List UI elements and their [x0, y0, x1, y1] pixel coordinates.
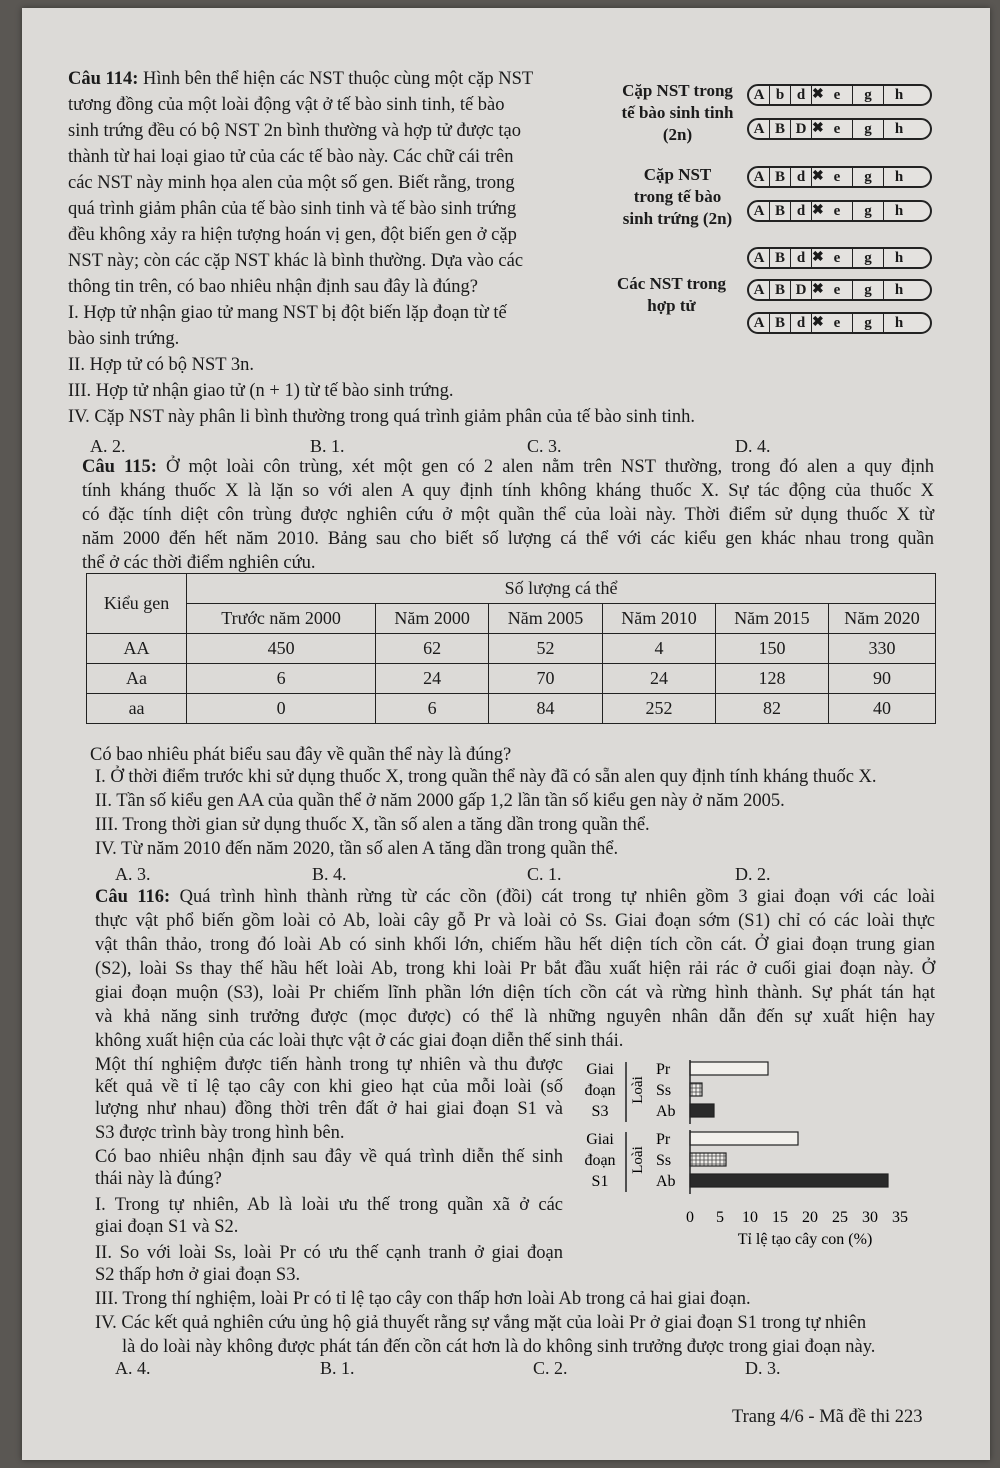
chromosome	[747, 312, 932, 334]
q116-line	[95, 908, 935, 934]
q115-statement: III. Trong thời gian sử dụng thuốc X, tần số alen a tăng dần trong quần thể.	[95, 815, 650, 835]
stage-label: Giai	[586, 1131, 614, 1148]
q114-option: D. 4.	[735, 436, 771, 456]
q116-left-line: kết quả về tỉ lệ tạo cây con khi gieo hạt của mỗi loài (số	[95, 1077, 563, 1097]
q114-line	[68, 222, 602, 248]
q114-option: A. 2.	[90, 436, 126, 456]
allele-label: B	[770, 281, 791, 299]
chromosome-group-label	[604, 273, 739, 317]
table-column-header: Năm 2010	[603, 604, 716, 634]
allele-label: b	[770, 86, 791, 104]
table-cell: 52	[489, 634, 603, 664]
chromosome-group-label-line: Các NST trong	[617, 274, 726, 293]
chromosome	[747, 118, 932, 140]
q116-left-line: S2 thấp hơn ở giai đoạn S3.	[95, 1265, 301, 1285]
centromere-icon: ✖	[812, 121, 824, 136]
q116-option: B. 1.	[320, 1358, 355, 1378]
allele-label: B	[770, 202, 791, 220]
table-column-header: Năm 2015	[715, 604, 828, 634]
allele-label: g	[853, 86, 884, 104]
q114-line	[68, 92, 602, 118]
q114-text: sinh trứng đều có bộ NST 2n bình thường và hợp tử được tạo	[68, 121, 521, 141]
q116-text: Quá trình hình thành rừng từ các cồn (đồi) cát trong tự nhiên gồm 3 giai đoạn với các loài	[179, 887, 935, 907]
genotype-table	[86, 573, 936, 724]
allele-label: e	[822, 249, 853, 267]
q115-option: B. 4.	[312, 864, 347, 884]
centromere-icon: ✖	[812, 250, 824, 265]
allele-label: D	[791, 281, 812, 299]
q116-option: C. 2.	[533, 1358, 568, 1378]
q116-text: giai đoạn muộn (S3), loài Pr chiếm lĩnh phần lớn diện tích cồn cát và rừng hình thành. Sự phát tán hạt	[95, 983, 935, 1003]
chromosome-group-label-line: tế bào sinh tinh	[621, 103, 734, 122]
centromere-icon: ✖	[812, 169, 824, 184]
x-axis-label: Tỉ lệ tạo cây con (%)	[737, 1231, 873, 1248]
x-tick-label: 15	[772, 1209, 788, 1226]
table-header-genotype: Kiểu gen	[87, 574, 187, 634]
page-footer: Trang 4/6 - Mã đề thi 223	[732, 1407, 923, 1427]
allele-label: B	[770, 249, 791, 267]
chromosome-group-label	[610, 164, 745, 230]
q116-left-line: thái này là đúng?	[95, 1169, 222, 1189]
q116-line	[95, 884, 935, 910]
q116-left-line: S3 được trình bày trong hình bên.	[95, 1123, 345, 1143]
q114-text: thành từ hai loại giao tử của các tế bào này. Các chữ cái trên	[68, 147, 514, 167]
x-tick-label: 35	[892, 1209, 908, 1226]
stage-label: S3	[591, 1103, 609, 1120]
q116-line	[95, 980, 935, 1006]
x-tick-label: 0	[686, 1209, 694, 1226]
allele-label: d	[791, 314, 812, 332]
q114-line	[68, 378, 454, 404]
q114-line	[68, 326, 179, 352]
q116-left-line: giai đoạn S1 và S2.	[95, 1217, 239, 1237]
allele-label: g	[853, 202, 884, 220]
stage-label: đoạn	[584, 1082, 616, 1099]
allele-label: g	[853, 249, 884, 267]
q116-statement: III. Trong thí nghiệm, loài Pr có tỉ lệ tạo cây con thấp hơn loài Ab trong cả hai giai đoạn.	[95, 1289, 751, 1309]
allele-label: e	[822, 86, 853, 104]
q114-text: thông tin trên, có bao nhiêu nhận định sau đây là đúng?	[68, 277, 478, 297]
seedling-rate-chart	[570, 1050, 940, 1250]
q114-text: Hình bên thể hiện các NST thuộc cùng một cặp NST	[143, 69, 534, 89]
allele-label: h	[894, 169, 904, 185]
table-cell: 252	[603, 694, 716, 724]
q115-option: D. 2.	[735, 864, 771, 884]
table-row	[87, 694, 936, 724]
allele-label: h	[894, 315, 904, 331]
bar-pr	[690, 1132, 798, 1145]
allele-label: h	[894, 250, 904, 266]
species-label: Ss	[656, 1082, 672, 1099]
chromosome	[747, 247, 932, 269]
q115-line	[82, 478, 934, 504]
q116-text: vật thân thảo, trong đó loài Ab có sinh khối lớn, chiếm hầu hết diện tích cồn cát. Ở giai đoạn trung gian	[95, 935, 935, 955]
allele-label: A	[749, 249, 770, 267]
chromosome-group-label-line: (2n)	[662, 125, 693, 144]
chromosome	[747, 166, 932, 188]
centromere-icon: ✖	[812, 315, 824, 330]
q114-text: bào sinh trứng.	[68, 329, 180, 349]
table-cell: 24	[603, 664, 716, 694]
allele-label: e	[822, 314, 853, 332]
chromosome	[747, 200, 932, 222]
q115-statement: IV. Từ năm 2010 đến năm 2020, tần số alen A tăng dần trong quần thể.	[95, 839, 619, 859]
chromosome	[747, 279, 932, 301]
allele-label: B	[770, 120, 791, 138]
q116-text: và khả năng sinh trưởng được (mọc được) có thể là những nguyên nhân dẫn đến sự xuất hiện hay	[95, 1007, 935, 1027]
q116-line	[95, 956, 935, 982]
stage-label: đoạn	[584, 1152, 616, 1169]
allele-label: h	[894, 203, 904, 219]
q115-line	[82, 454, 934, 480]
table-cell: 0	[187, 694, 376, 724]
bar-ss	[690, 1153, 726, 1166]
table-column-header: Năm 2020	[828, 604, 935, 634]
centromere-icon: ✖	[812, 203, 824, 218]
q115-statement: Có bao nhiêu phát biểu sau đây về quần thể này là đúng?	[90, 745, 512, 765]
q114-option: B. 1.	[310, 436, 345, 456]
species-axis-label: Loài	[630, 1076, 646, 1104]
allele-label: d	[791, 168, 812, 186]
q116-option: D. 3.	[745, 1358, 781, 1378]
q114-text: NST này; còn các cặp NST khác là bình thường. Dựa vào các	[68, 251, 524, 271]
q116-statement: IV. Các kết quả nghiên cứu ủng hộ giả thuyết rằng sự vắng mặt của loài Pr ở giai đoạn S1 trong tự nhiên	[95, 1313, 867, 1333]
stage-label: S1	[591, 1173, 609, 1190]
centromere-icon: ✖	[812, 87, 824, 102]
x-tick-label: 5	[716, 1209, 724, 1226]
allele-label: d	[791, 249, 812, 267]
allele-label: A	[749, 202, 770, 220]
table-cell: 330	[828, 634, 935, 664]
q114-line	[68, 248, 602, 274]
q115-option: C. 1.	[527, 864, 562, 884]
q114-line	[68, 118, 602, 144]
allele-label: e	[822, 120, 853, 138]
chromosome-group-label-line: trong tế bào	[633, 187, 722, 206]
x-tick-label: 25	[832, 1209, 848, 1226]
q116-heading: Câu 116:	[95, 887, 171, 907]
bar-ss	[690, 1083, 702, 1096]
allele-label: g	[853, 281, 884, 299]
allele-label: d	[791, 86, 812, 104]
chromosome	[747, 84, 932, 106]
q114-line	[68, 66, 602, 92]
table-cell: 82	[715, 694, 828, 724]
allele-label: A	[749, 120, 770, 138]
table-header-row	[87, 604, 936, 634]
q114-text: quá trình giảm phân của tế bào sinh tinh và tế bào sinh trứng	[68, 199, 517, 219]
x-tick-label: 30	[862, 1209, 878, 1226]
q116-option: A. 4.	[115, 1358, 151, 1378]
bar-ab	[690, 1104, 714, 1117]
table-cell: 90	[828, 664, 935, 694]
q114-line	[68, 300, 507, 326]
chromosome-group-label	[610, 80, 745, 146]
bar-ab	[690, 1174, 888, 1187]
q116-text: không xuất hiện của các loài thực vật ở các giai đoạn diễn thế sinh thái.	[95, 1031, 624, 1051]
q115-text: năm 2000 đến hết năm 2010. Bảng sau cho biết số lượng cá thể với các kiểu gen khác nhau trong quần	[82, 529, 934, 549]
q114-line	[68, 404, 695, 430]
species-label: Ss	[656, 1152, 672, 1169]
allele-label: A	[749, 314, 770, 332]
species-axis-label: Loài	[630, 1146, 646, 1174]
table-header-row	[87, 574, 936, 604]
q114-line	[68, 196, 602, 222]
q114-text: các NST này minh họa alen của một số gen. Biết rằng, trong	[68, 173, 515, 193]
q116-left-line: Có bao nhiêu nhận định sau đây về quá trình diễn thế sinh	[95, 1147, 563, 1167]
allele-label: h	[894, 121, 904, 137]
table-row	[87, 664, 936, 694]
chromosome-group-label-line: sinh trứng (2n)	[622, 209, 733, 228]
table-cell-genotype: AA	[87, 634, 187, 664]
q116-left-line: II. So với loài Ss, loài Pr có ưu thế cạnh tranh ở giai đoạn	[95, 1243, 563, 1263]
table-cell: 24	[376, 664, 489, 694]
q116-left-line: lượng như nhau) đồng thời trên đất ở hai giai đoạn S1 và	[95, 1099, 563, 1119]
q114-text: I. Hợp tử nhận giao tử mang NST bị đột biến lặp đoạn từ tế	[68, 303, 507, 323]
table-header-count: Số lượng cá thể	[187, 574, 936, 604]
chromosome-group-label-line: hợp tử	[647, 296, 696, 315]
table-cell: 70	[489, 664, 603, 694]
q116-line	[95, 1004, 935, 1030]
q114-option: C. 3.	[527, 436, 562, 456]
allele-label: g	[853, 314, 884, 332]
q116-left-line: Một thí nghiệm được tiến hành trong tự nhiên và thu được	[95, 1055, 563, 1075]
bar-pr	[690, 1062, 768, 1075]
q115-text: tính kháng thuốc X là lặn so với alen A quy định tính không kháng thuốc X. Sự tác động của thuốc X	[82, 481, 934, 501]
table-cell: 450	[187, 634, 376, 664]
allele-label: D	[791, 120, 812, 138]
allele-label: e	[822, 168, 853, 186]
table-cell: 62	[376, 634, 489, 664]
q114-text: đều không xảy ra hiện tượng hoán vị gen, đột biến gen ở cặp	[68, 225, 517, 245]
q114-text: III. Hợp tử nhận giao tử (n + 1) từ tế bào sinh trứng.	[68, 381, 454, 401]
q115-statement: I. Ở thời điểm trước khi sử dụng thuốc X, trong quần thể này đã có sẵn alen quy định tính kháng thuốc X.	[95, 767, 877, 787]
q115-text: thể ở các thời điểm nghiên cứu.	[82, 553, 316, 573]
table-cell: 128	[715, 664, 828, 694]
q115-text: Ở một loài côn trùng, xét một gen có 2 alen nằm trên NST thường, trong đó alen a quy định	[166, 457, 934, 477]
table-cell: 84	[489, 694, 603, 724]
q114-text: IV. Cặp NST này phân li bình thường trong quá trình giảm phân của tế bào sinh tinh.	[68, 407, 695, 427]
allele-label: A	[749, 86, 770, 104]
allele-label: h	[894, 282, 904, 298]
allele-label: h	[894, 87, 904, 103]
allele-label: A	[749, 168, 770, 186]
q114-line	[68, 274, 602, 300]
q116-text: thực vật phổ biến gồm loài cỏ Ab, loài cây gỗ Pr và loài cỏ Ss. Giai đoạn sớm (S1) chỉ có các loài thực	[95, 911, 935, 931]
species-label: Ab	[656, 1173, 676, 1190]
table-row	[87, 634, 936, 664]
table-cell: 4	[603, 634, 716, 664]
q115-line	[82, 502, 934, 528]
x-tick-label: 20	[802, 1209, 818, 1226]
q116-statement: là do loài này không được phát tán đến cồn cát hơn là do không sinh trưởng được trong giai đoạn này.	[122, 1337, 876, 1357]
x-tick-label: 10	[742, 1209, 758, 1226]
q115-option: A. 3.	[115, 864, 151, 884]
species-label: Pr	[656, 1061, 671, 1078]
q114-text: II. Hợp tử có bộ NST 3n.	[68, 355, 254, 375]
table-column-header: Năm 2000	[376, 604, 489, 634]
table-cell: 150	[715, 634, 828, 664]
q115-heading: Câu 115:	[82, 457, 157, 477]
q116-left-line: I. Trong tự nhiên, Ab là loài ưu thế trong quần xã ở các	[95, 1195, 563, 1215]
table-cell: 6	[187, 664, 376, 694]
q115-statement: II. Tần số kiểu gen AA của quần thể ở năm 2000 gấp 1,2 lần tần số kiểu gen này ở năm 2005.	[95, 791, 785, 811]
stage-label: Giai	[586, 1061, 614, 1078]
species-label: Pr	[656, 1131, 671, 1148]
allele-label: g	[853, 120, 884, 138]
table-cell-genotype: Aa	[87, 664, 187, 694]
species-label: Ab	[656, 1103, 676, 1120]
table-cell-genotype: aa	[87, 694, 187, 724]
q114-heading: Câu 114:	[68, 69, 139, 89]
q114-text: tương đồng của một loài động vật ở tế bào sinh tinh, tế bào	[68, 95, 505, 115]
table-cell: 40	[828, 694, 935, 724]
q116-line	[95, 932, 935, 958]
allele-label: g	[853, 168, 884, 186]
q115-line	[82, 526, 934, 552]
allele-label: B	[770, 314, 791, 332]
q115-text: có đặc tính diệt côn trùng được nghiên cứu ở một quần thể của loài này. Thời điểm sử dụng thuốc X từ	[82, 505, 934, 525]
q114-line	[68, 170, 602, 196]
allele-label: B	[770, 168, 791, 186]
allele-label: e	[822, 281, 853, 299]
allele-label: e	[822, 202, 853, 220]
allele-label: d	[791, 202, 812, 220]
chromosome-group-label-line: Cặp NST	[643, 165, 712, 184]
allele-label: A	[749, 281, 770, 299]
q114-line	[68, 352, 254, 378]
q114-line	[68, 144, 602, 170]
chromosome-group-label-line: Cặp NST trong	[622, 81, 733, 100]
q116-text: (S2), loài Ss thay thế hầu hết loài Ab, trong khi loài Pr bắt đầu xuất hiện rải rác ở cuối giai đoạn này. Ở	[95, 959, 935, 979]
table-cell: 6	[376, 694, 489, 724]
table-column-header: Năm 2005	[489, 604, 603, 634]
table-column-header: Trước năm 2000	[187, 604, 376, 634]
centromere-icon: ✖	[812, 282, 824, 297]
